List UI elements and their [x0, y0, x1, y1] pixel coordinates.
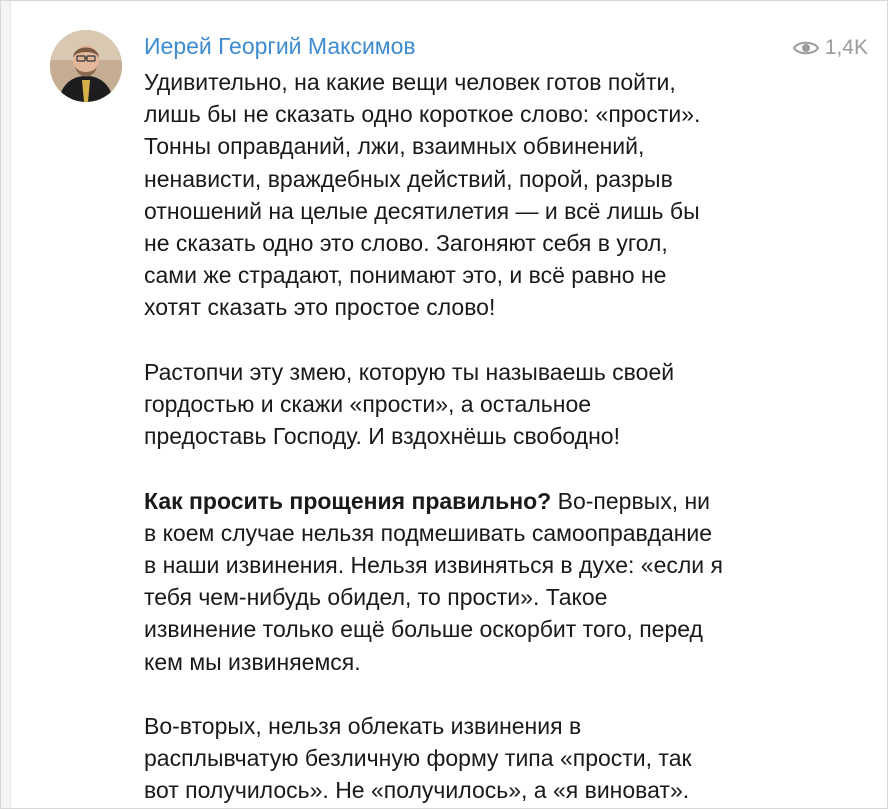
- text-line: Во-вторых, нельзя облекать извинения в: [144, 713, 582, 740]
- avatar[interactable]: [50, 30, 122, 102]
- text-line: отношений на целые десятилетия — и всё лишь бы: [144, 197, 700, 224]
- text-line: Тонны оправданий, лжи, взаимных обвинений,: [144, 133, 645, 160]
- text-line: не сказать одно это слово. Загоняют себя в угол,: [144, 230, 668, 257]
- avatar-photo-icon: [50, 30, 122, 102]
- text-line: сами же страдают, понимают это, и всё равно не: [144, 262, 667, 289]
- text-line: в наши извинения. Нельзя извиняться в духе: «если я: [144, 552, 723, 579]
- text-line: в коем случае нельзя подмешивать самооправдание: [144, 519, 713, 546]
- text-line: [144, 485, 844, 517]
- text-line: извинение только ещё больше оскорбит того, перед: [144, 616, 703, 643]
- text-line: вот получилось». Не «получилось», а «я виноват».: [144, 777, 690, 804]
- text-line: ненависти, враждебных действий, порой, разрыв: [144, 165, 673, 192]
- views-count: 1,4K: [824, 36, 868, 59]
- paragraph-4: [144, 710, 844, 807]
- text-line: хотят сказать это простое слово!: [144, 294, 496, 321]
- left-rail: [0, 0, 11, 809]
- text-line: кем мы извиняемся.: [144, 648, 361, 675]
- text-fragment: Во-первых, ни: [551, 487, 711, 514]
- paragraph-3: [144, 485, 844, 678]
- text-line: лишь бы не сказать одно короткое слово: «прости».: [144, 101, 701, 128]
- bold-heading: Как просить прощения правильно?: [144, 487, 552, 514]
- text-line: предоставь Господу. И вздохнёшь свободно!: [144, 423, 620, 450]
- text-line: Растопчи эту змею, которую ты называешь своей: [144, 358, 675, 385]
- paragraph-1: [144, 66, 844, 324]
- channel-author-name[interactable]: Иерей Георгий Максимов: [144, 33, 416, 59]
- message-text: [144, 66, 844, 807]
- text-line: тебя чем-нибудь обидел, то прости». Такое: [144, 584, 608, 611]
- views-counter: [793, 36, 868, 60]
- paragraph-2: [144, 356, 844, 453]
- text-line: расплывчатую безличную форму типа «прости, так: [144, 745, 692, 772]
- text-line: гордостью и скажи «прости», а остальное: [144, 391, 592, 418]
- text-line: Удивительно, на какие вещи человек готов пойти,: [144, 69, 676, 95]
- eye-icon: [793, 39, 819, 57]
